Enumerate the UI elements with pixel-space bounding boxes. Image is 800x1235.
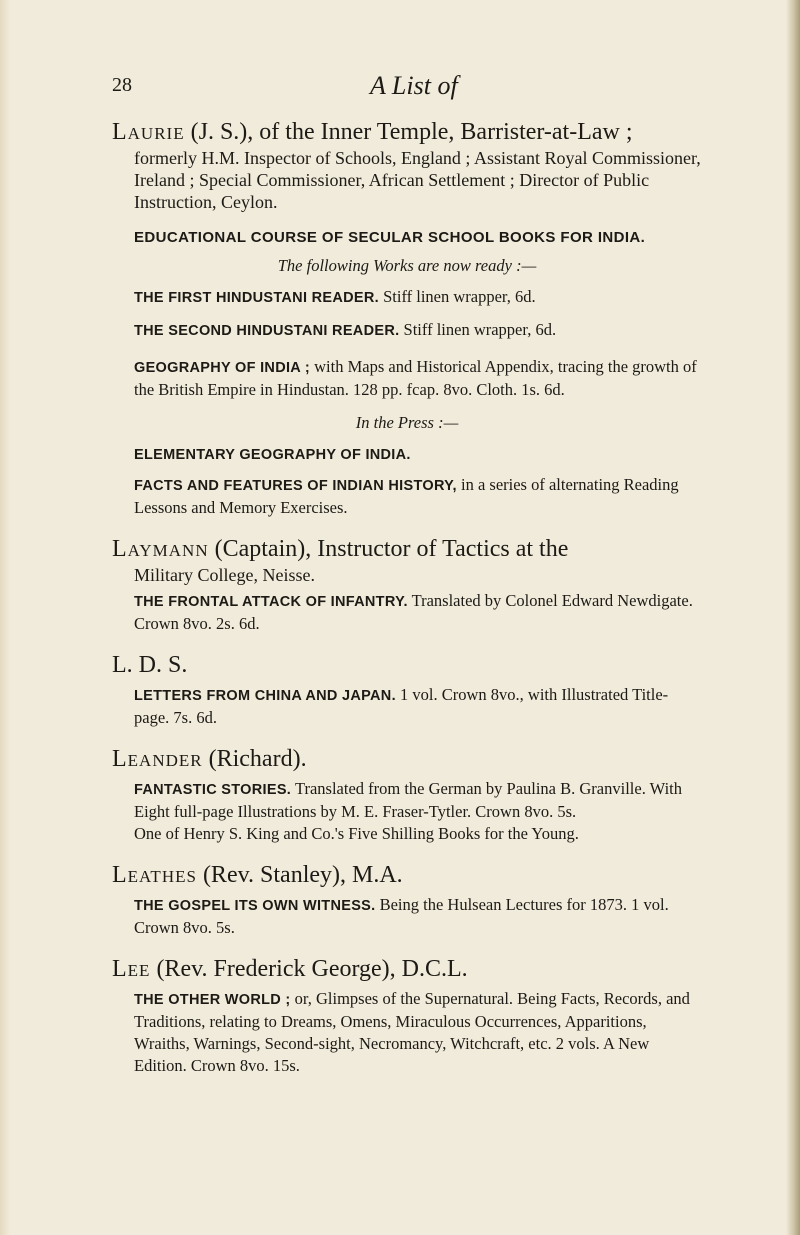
- work-item: [112, 894, 702, 939]
- catalogue-entry-leander: [112, 745, 702, 845]
- author-line: [112, 745, 702, 774]
- author-line: [112, 861, 702, 890]
- author-rest: (Rev. Frederick George), D.C.L.: [150, 956, 468, 982]
- work-title: THE FIRST HINDUSTANI READER.: [134, 290, 379, 306]
- author-line: [112, 651, 702, 680]
- work-item: [112, 590, 702, 635]
- note-ready: The following Works are now ready :—: [277, 256, 537, 275]
- work-item: [112, 443, 702, 466]
- work-title: GEOGRAPHY OF INDIA ;: [134, 360, 310, 376]
- work-item: [112, 319, 702, 342]
- catalogue-entry-laymann: [112, 535, 702, 635]
- author-name: Lee: [112, 956, 151, 982]
- author-name: Leander: [112, 746, 203, 772]
- author-rest: (J. S.), of the Inner Temple, Barrister-at-Law ;: [184, 119, 633, 145]
- catalogue-entry-lds: [112, 651, 702, 729]
- work-details: 1 vol. Crown 8vo., with Illustrated Title-page. 7s. 6d.: [134, 685, 669, 727]
- work-item: [112, 356, 702, 401]
- work-title: THE SECOND HINDUSTANI READER.: [134, 323, 400, 339]
- catalogue-content: [112, 118, 702, 1093]
- author-description: Military College, Neisse.: [134, 565, 315, 585]
- work-item: [112, 286, 702, 309]
- work-details: Translated by Colonel Edward Newdigate. Crown 8vo. 2s. 6d.: [134, 591, 693, 633]
- page-number: 28: [112, 74, 132, 96]
- work-title: THE OTHER WORLD ;: [134, 992, 291, 1008]
- work-title: LETTERS FROM CHINA AND JAPAN.: [134, 688, 396, 704]
- author-line: [112, 535, 702, 564]
- author-rest: (Captain), Instructor of Tactics at the: [208, 536, 569, 562]
- work-extra-note: One of Henry S. King and Co.'s Five Shilling Books for the Young.: [134, 824, 579, 843]
- work-details: Stiff linen wrapper, 6d.: [378, 287, 536, 306]
- author-line: [112, 955, 702, 984]
- work-details: Translated from the German by Paulina B. Granville. With Eight full-page Illustrations by M. E. Fraser-Tytler. Crown 8vo. 5s.: [134, 779, 682, 821]
- work-title: THE GOSPEL ITS OWN WITNESS.: [134, 898, 376, 914]
- author-line: [112, 118, 702, 147]
- running-title: A List of: [370, 71, 458, 100]
- author-name: Laymann: [112, 536, 209, 562]
- catalogue-entry-laurie: [112, 118, 702, 519]
- work-details: or, Glimpses of the Supernatural. Being Facts, Records, and Traditions, relating to Dreams, Omens, Miraculous Occurrences, Apparitions, Wraiths, Warnings, Second-sight, Necromancy, Witchcraft, etc. 2 vols. A New Edition. Crown 8vo. 15s.: [134, 989, 690, 1075]
- work-title: THE FRONTAL ATTACK OF INFANTRY.: [134, 594, 408, 610]
- work-title: ELEMENTARY GEOGRAPHY OF INDIA.: [134, 447, 411, 463]
- author-rest: (Richard).: [202, 746, 307, 772]
- author-description: formerly H.M. Inspector of Schools, England ; Assistant Royal Commissioner, Ireland ; Special Commissioner, African Settlement ; Director of Public Instruction, Ceylon.: [134, 148, 701, 212]
- work-item: [112, 778, 702, 823]
- page-fold-shadow: [0, 0, 10, 1235]
- work-title: FANTASTIC STORIES.: [134, 782, 292, 798]
- work-title: FACTS AND FEATURES OF INDIAN HISTORY,: [134, 478, 457, 494]
- work-details: Being the Hulsean Lectures for 1873. 1 vol. Crown 8vo. 5s.: [134, 895, 669, 937]
- work-details: with Maps and Historical Appendix, tracing the growth of the British Empire in Hindustan. 128 pp. fcap. 8vo. Cloth. 1s. 6d.: [134, 357, 697, 399]
- work-item: [112, 988, 702, 1077]
- page-header: [112, 71, 712, 104]
- author-name: L. D. S.: [112, 652, 188, 678]
- series-heading: EDUCATIONAL COURSE OF SECULAR SCHOOL BOOKS FOR INDIA.: [134, 229, 646, 246]
- page-edge-shadow: [786, 0, 800, 1235]
- work-details: in a series of alternating Reading Lessons and Memory Exercises.: [134, 475, 679, 517]
- author-rest: (Rev. Stanley), M.A.: [196, 862, 403, 888]
- author-name: Laurie: [112, 119, 185, 145]
- work-details: Stiff linen wrapper, 6d.: [399, 320, 557, 339]
- work-item: [112, 474, 702, 519]
- author-name: Leathes: [112, 862, 197, 888]
- note-press: In the Press :—: [355, 413, 459, 432]
- catalogue-entry-lee: [112, 955, 702, 1077]
- work-item: [112, 684, 702, 729]
- catalogue-entry-leathes: [112, 861, 702, 939]
